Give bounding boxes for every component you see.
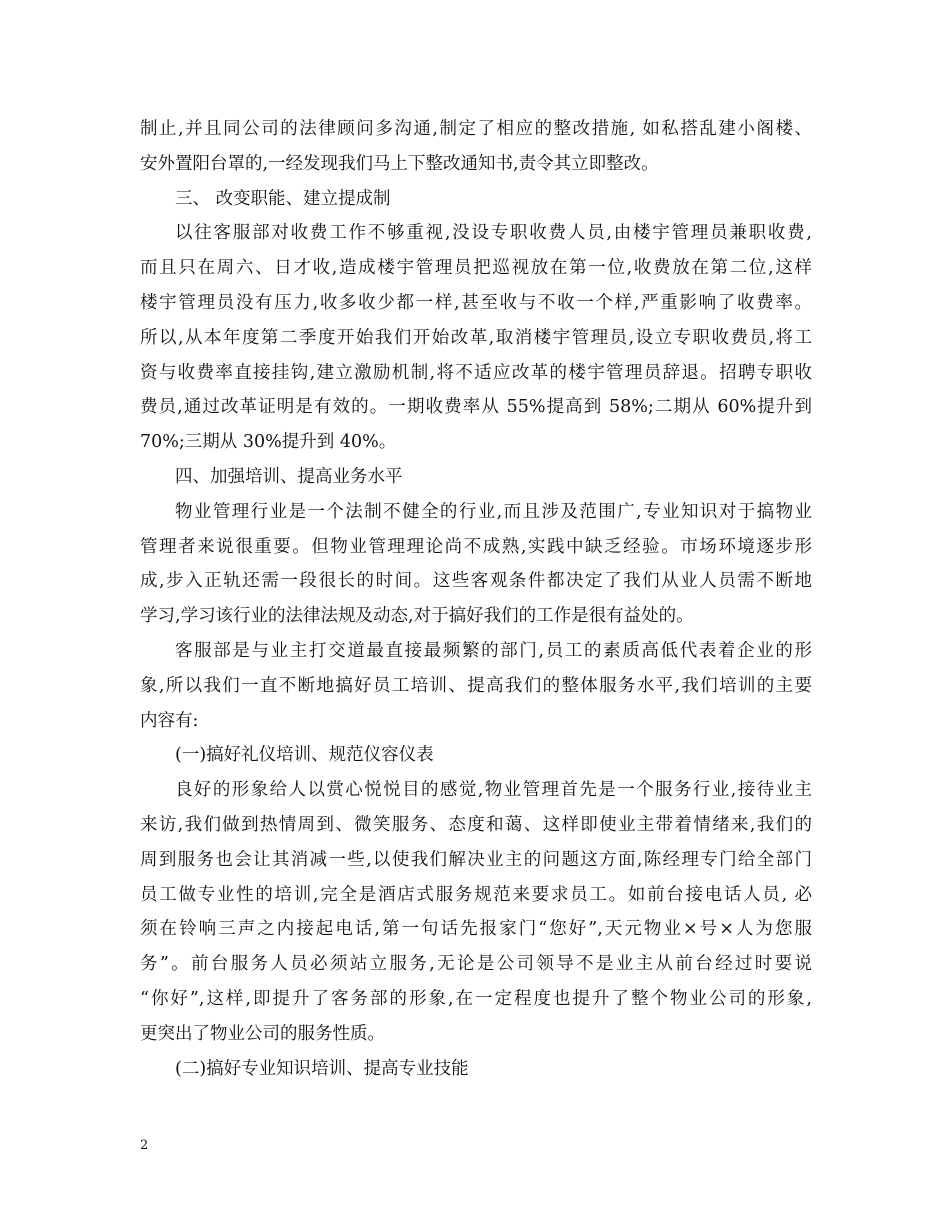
text-line: 资与收费率直接挂钩,建立激励机制,将不适应改革的楼宇管理员辞退。招聘专职收: [140, 362, 812, 383]
text-line: 安外置阳台罩的,一经发现我们马上下整改通知书,责令其立即整改。: [140, 153, 659, 174]
text-line: 70%;三期从 30%提升到 40%。: [140, 432, 397, 453]
text-line: 成,步入正轨还需一段很长的时间。这些客观条件都决定了我们从业人员需不断地: [140, 571, 812, 592]
text-line: 内容有:: [140, 710, 199, 731]
text-line: 学习,学习该行业的法律法规及动态,对于搞好我们的工作是很有益处的。: [140, 606, 694, 627]
page-number: 2: [140, 1138, 149, 1153]
text-line: 四、加强培训、提高业务水平: [175, 466, 403, 487]
text-line: 制止,并且同公司的法律顾问多沟通,制定了相应的整改措施, 如私搭乱建小阁楼、: [140, 119, 812, 139]
text-line: 所以,从本年度第二季度开始我们开始改革,取消楼宇管理员,设立专职收费员,将工: [140, 327, 812, 348]
text-line: 物业管理行业是一个法制不健全的行业,而且涉及范围广,专业知识对于搞物业: [175, 501, 812, 522]
text-line: 来访,我们做到热情周到、微笑服务、态度和蔼、这样即使业主带着情绪来,我们的: [140, 814, 812, 835]
text-line: 良好的形象给人以赏心悦悦目的感觉,物业管理首先是一个服务行业,接待业主: [175, 780, 812, 801]
text-line: 客服部是与业主打交道最直接最频繁的部门,员工的素质高低代表着企业的形: [175, 640, 812, 661]
text-line: (二)搞好专业知识培训、提高专业技能: [175, 1058, 469, 1079]
text-line: 务”。前台服务人员必须站立服务,无论是公司领导不是业主从前台经过时要说: [140, 954, 812, 975]
text-line: 周到服务也会让其消减一些,以使我们解决业主的问题这方面,陈经理专门给全部门: [140, 849, 812, 870]
text-line: (一)搞好礼仪培训、规范仪容仪表: [175, 745, 434, 766]
text-line: 以往客服部对收费工作不够重视,没设专职收费人员,由楼宇管理员兼职收费,: [175, 223, 812, 244]
body-text: [140, 112, 812, 1086]
text-line: 管理者来说很重要。但物业管理理论尚不成熟,实践中缺乏经验。市场环境逐步形: [140, 536, 812, 557]
text-line: 须在铃响三声之内接起电话,第一句话先报家门“您好”,天元物业×号×人为您服: [140, 919, 812, 940]
text-line: 三、 改变职能、建立提成制: [175, 188, 391, 209]
text-line: 费员,通过改革证明是有效的。一期收费率从 55%提高到 58%;二期从 60%提升到: [140, 397, 812, 418]
text-line: 更突出了物业公司的服务性质。: [140, 1023, 385, 1044]
text-line: 员工做专业性的培训,完全是酒店式服务规范来要求员工。如前台接电话人员, 必: [140, 884, 812, 905]
text-line: 而且只在周六、日才收,造成楼宇管理员把巡视放在第一位,收费放在第二位,这样: [140, 258, 812, 279]
text-line: 象,所以我们一直不断地搞好员工培训、提高我们的整体服务水平,我们培训的主要: [140, 675, 812, 696]
text-line: “你好”,这样,即提升了客务部的形象,在一定程度也提升了整个物业公司的形象,: [140, 988, 812, 1009]
text-line: 楼宇管理员没有压力,收多收少都一样,甚至收与不收一个样,严重影响了收费率。: [140, 292, 812, 313]
